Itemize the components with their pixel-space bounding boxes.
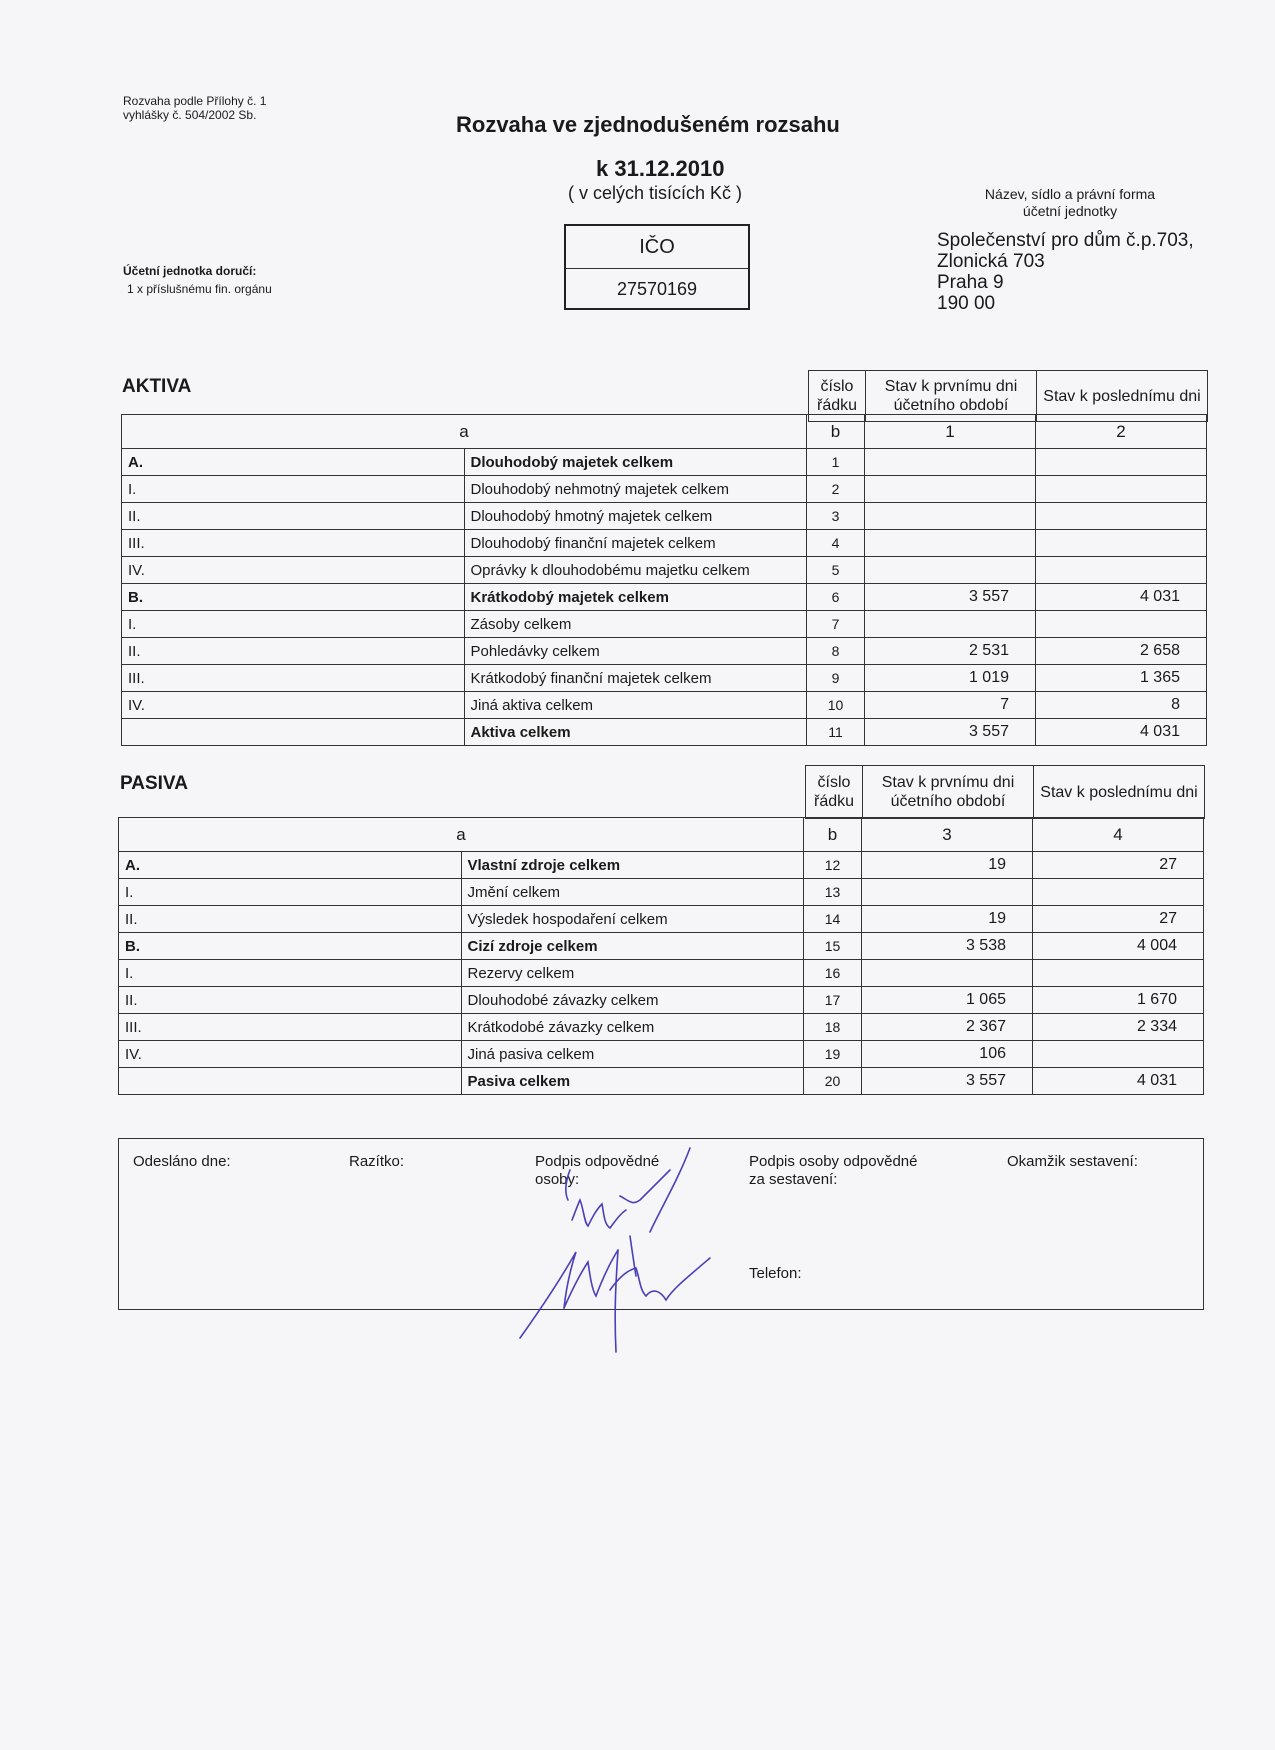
row-value-first (862, 879, 1033, 906)
row-label: Dlouhodobý nehmotný majetek celkem (464, 476, 807, 503)
row-code: I. (122, 476, 465, 503)
row-value-first: 1 019 (865, 665, 1036, 692)
row-number: 1 (807, 449, 865, 476)
row-value-first: 3 557 (862, 1068, 1033, 1095)
aktiva-col-row-no: číslo řádku (809, 371, 866, 422)
delivery-label: Účetní jednotka doručí: (123, 264, 257, 278)
row-value-last: 1 670 (1033, 987, 1204, 1014)
row-value-last: 8 (1036, 692, 1207, 719)
row-code: III. (122, 530, 465, 557)
delivery-value: 1 x příslušnému fin. orgánu (127, 282, 272, 296)
index-a: a (122, 415, 807, 449)
row-code: II. (119, 987, 462, 1014)
row-value-first (865, 611, 1036, 638)
row-value-first: 2 367 (862, 1014, 1033, 1041)
row-label: Zásoby celkem (464, 611, 807, 638)
row-label: Vlastní zdroje celkem (461, 852, 804, 879)
row-code: B. (122, 584, 465, 611)
row-label: Krátkodobé závazky celkem (461, 1014, 804, 1041)
row-value-first (862, 960, 1033, 987)
row-label: Dlouhodobý majetek celkem (464, 449, 807, 476)
row-code: III. (119, 1014, 462, 1041)
aktiva-col-last: Stav k poslednímu dni (1037, 371, 1208, 422)
entity-heading: Název, sídlo a právní forma účetní jednotky (984, 186, 1156, 219)
row-number: 11 (807, 719, 865, 746)
row-label: Dlouhodobý finanční majetek celkem (464, 530, 807, 557)
row-value-last (1036, 476, 1207, 503)
pasiva-row (119, 960, 1204, 987)
row-number: 17 (804, 987, 862, 1014)
row-code: IV. (122, 692, 465, 719)
row-number: 20 (804, 1068, 862, 1095)
row-label: Výsledek hospodaření celkem (461, 906, 804, 933)
row-value-last: 27 (1033, 906, 1204, 933)
pasiva-col-first: Stav k prvnímu dni účetního období (863, 766, 1034, 819)
row-number: 9 (807, 665, 865, 692)
aktiva-row (122, 719, 1207, 746)
row-value-first: 3 557 (865, 584, 1036, 611)
pasiva-row (119, 879, 1204, 906)
row-value-last: 4 004 (1033, 933, 1204, 960)
page-title: Rozvaha ve zjednodušeném rozsahu (456, 112, 840, 137)
ico-value: 27570169 (616, 278, 698, 299)
aktiva-col-first: Stav k prvnímu dni účetního období (866, 371, 1037, 422)
aktiva-row (122, 476, 1207, 503)
pasiva-col-last: Stav k poslednímu dni (1034, 766, 1205, 819)
row-label: Dlouhodobý hmotný majetek celkem (464, 503, 807, 530)
index-3: 3 (862, 818, 1033, 852)
row-label: Jmění celkem (461, 879, 804, 906)
row-label: Krátkodobý finanční majetek celkem (464, 665, 807, 692)
signature-strokes (520, 1148, 710, 1352)
row-code (119, 1068, 462, 1095)
row-value-last: 4 031 (1036, 584, 1207, 611)
pasiva-table (118, 817, 1204, 1095)
row-code: I. (119, 879, 462, 906)
pasiva-row (119, 1068, 1204, 1095)
phone-label: Telefon: (749, 1265, 802, 1282)
row-number: 18 (804, 1014, 862, 1041)
pasiva-row (119, 933, 1204, 960)
row-value-last (1033, 879, 1204, 906)
row-value-first (865, 503, 1036, 530)
row-number: 16 (804, 960, 862, 987)
ico-label: IČO (566, 226, 748, 269)
aktiva-row (122, 638, 1207, 665)
row-label: Pasiva celkem (461, 1068, 804, 1095)
aktiva-row (122, 692, 1207, 719)
row-value-last (1036, 530, 1207, 557)
pasiva-index-row (119, 818, 1204, 852)
row-value-last (1036, 611, 1207, 638)
row-value-first: 19 (862, 906, 1033, 933)
row-value-last: 27 (1033, 852, 1204, 879)
index-a: a (119, 818, 804, 852)
stamp-label: Razítko: (349, 1153, 405, 1170)
pasiva-row (119, 987, 1204, 1014)
row-number: 14 (804, 906, 862, 933)
aktiva-index-row (122, 415, 1207, 449)
row-code: A. (119, 852, 462, 879)
row-number: 8 (807, 638, 865, 665)
row-value-first: 7 (865, 692, 1036, 719)
row-value-last: 1 365 (1036, 665, 1207, 692)
row-value-first: 2 531 (865, 638, 1036, 665)
row-label: Jiná aktiva celkem (464, 692, 807, 719)
row-number: 5 (807, 557, 865, 584)
row-code: A. (122, 449, 465, 476)
row-value-first: 1 065 (862, 987, 1033, 1014)
index-2: 2 (1036, 415, 1207, 449)
row-code: I. (119, 960, 462, 987)
index-1: 1 (865, 415, 1036, 449)
row-code: II. (119, 906, 462, 933)
row-code: I. (122, 611, 465, 638)
row-number: 19 (804, 1041, 862, 1068)
row-code: IV. (122, 557, 465, 584)
compiler-signature-label: Podpis osoby odpovědné za sestavení: (749, 1153, 918, 1188)
row-value-last: 4 031 (1036, 719, 1207, 746)
row-label: Oprávky k dlouhodobému majetku celkem (464, 557, 807, 584)
row-value-last (1036, 449, 1207, 476)
row-value-first (865, 557, 1036, 584)
row-label: Krátkodobý majetek celkem (464, 584, 807, 611)
pasiva-row (119, 852, 1204, 879)
row-number: 10 (807, 692, 865, 719)
row-number: 3 (807, 503, 865, 530)
index-b: b (804, 818, 862, 852)
sent-date-label: Odesláno dne: (133, 1153, 231, 1170)
aktiva-row (122, 530, 1207, 557)
row-value-first: 3 557 (865, 719, 1036, 746)
row-label: Aktiva celkem (464, 719, 807, 746)
row-number: 15 (804, 933, 862, 960)
balance-date: k 31.12.2010 (596, 156, 725, 181)
aktiva-row (122, 665, 1207, 692)
entity-address: Společenství pro dům č.p.703, Zlonická 703 Praha 9 190 00 (937, 230, 1194, 314)
aktiva-row (122, 503, 1207, 530)
row-code: III. (122, 665, 465, 692)
aktiva-section-label: AKTIVA (122, 376, 192, 397)
aktiva-row (122, 611, 1207, 638)
pasiva-col-row-no: číslo řádku (806, 766, 863, 819)
row-value-last (1036, 557, 1207, 584)
row-number: 13 (804, 879, 862, 906)
units-note: ( v celých tisících Kč ) (568, 183, 743, 203)
row-value-first (865, 530, 1036, 557)
pasiva-column-headers (805, 765, 1205, 819)
compilation-moment-label: Okamžik sestavení: (1007, 1153, 1138, 1170)
row-code: B. (119, 933, 462, 960)
aktiva-row (122, 584, 1207, 611)
aktiva-table (121, 414, 1207, 746)
row-number: 7 (807, 611, 865, 638)
row-value-first: 19 (862, 852, 1033, 879)
pasiva-row (119, 1014, 1204, 1041)
row-value-last: 2 334 (1033, 1014, 1204, 1041)
row-code: IV. (119, 1041, 462, 1068)
row-value-first (865, 476, 1036, 503)
row-number: 12 (804, 852, 862, 879)
aktiva-row (122, 449, 1207, 476)
row-value-last (1036, 503, 1207, 530)
responsible-signature-label: Podpis odpovědné osoby: (535, 1153, 660, 1188)
index-4: 4 (1033, 818, 1204, 852)
row-label: Dlouhodobé závazky celkem (461, 987, 804, 1014)
pasiva-section-label: PASIVA (120, 773, 188, 794)
row-code: II. (122, 503, 465, 530)
row-code: II. (122, 638, 465, 665)
handwritten-signature (500, 1140, 730, 1360)
row-label: Rezervy celkem (461, 960, 804, 987)
row-value-last: 4 031 (1033, 1068, 1204, 1095)
pasiva-row (119, 1041, 1204, 1068)
aktiva-row (122, 557, 1207, 584)
row-label: Cizí zdroje celkem (461, 933, 804, 960)
row-value-last (1033, 960, 1204, 987)
row-value-last (1033, 1041, 1204, 1068)
row-number: 2 (807, 476, 865, 503)
row-value-first: 3 538 (862, 933, 1033, 960)
row-number: 6 (807, 584, 865, 611)
row-code (122, 719, 465, 746)
row-value-first: 106 (862, 1041, 1033, 1068)
row-number: 4 (807, 530, 865, 557)
ico-box (564, 224, 750, 310)
row-value-first (865, 449, 1036, 476)
legal-reference: Rozvaha podle Přílohy č. 1 vyhlášky č. 504/2002 Sb. (123, 94, 267, 122)
row-label: Jiná pasiva celkem (461, 1041, 804, 1068)
index-b: b (807, 415, 865, 449)
pasiva-row (119, 906, 1204, 933)
row-label: Pohledávky celkem (464, 638, 807, 665)
row-value-last: 2 658 (1036, 638, 1207, 665)
